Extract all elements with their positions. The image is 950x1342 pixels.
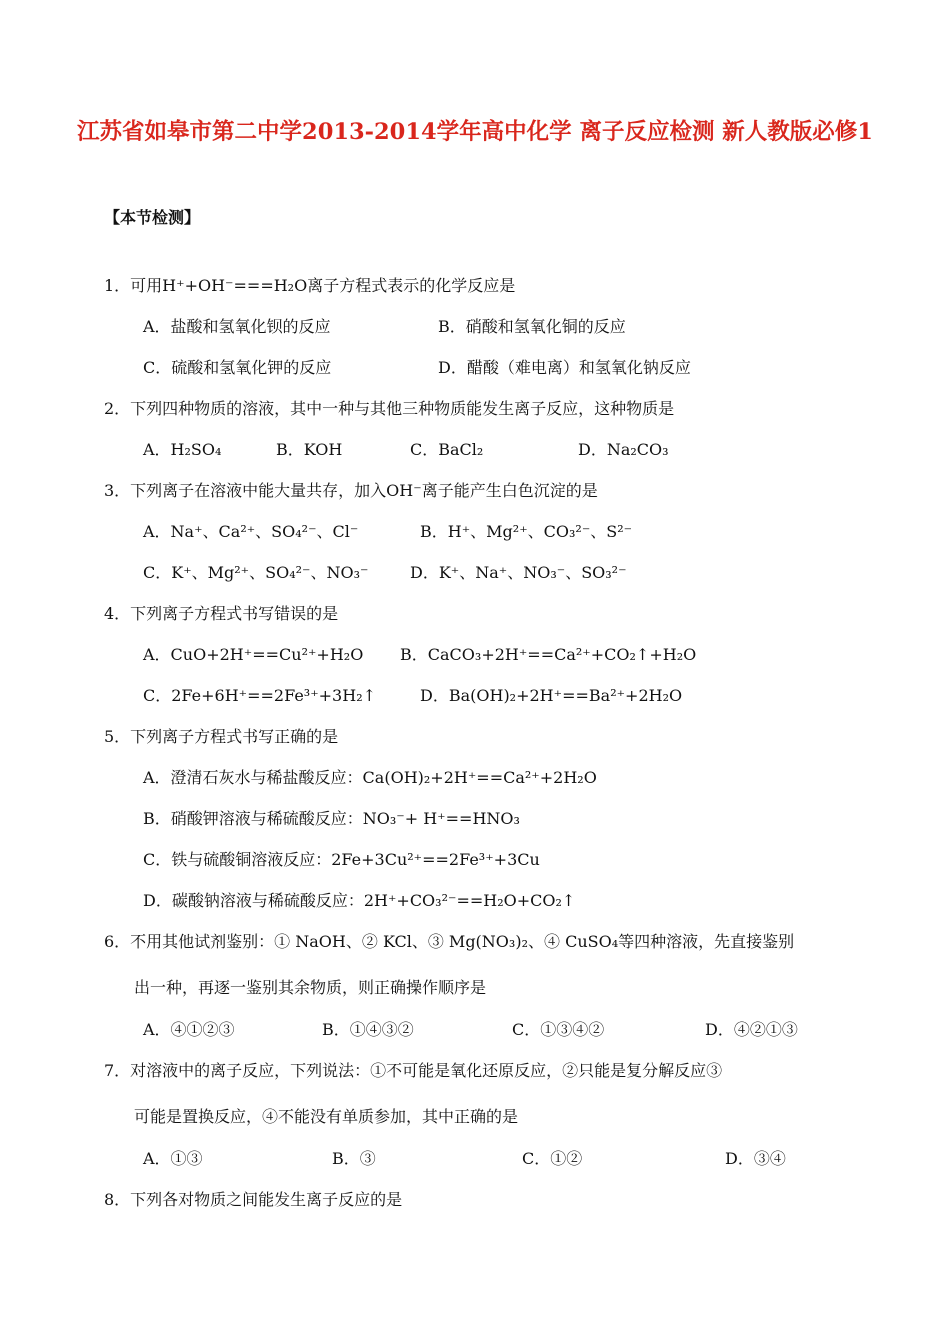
question-3-option-c: C．K⁺、Mg²⁺、SO₄²⁻、NO₃⁻ [143,563,369,582]
question-3-option-b: B．H⁺、Mg²⁺、CO₃²⁻、S²⁻ [420,522,633,541]
question-7-stem-line-1: 7．对溶液中的离子反应，下列说法：①不可能是氧化还原反应，②只能是复分解反应③ [104,1061,723,1080]
question-4-stem: 4．下列离子方程式书写错误的是 [104,604,339,623]
question-4-option-a: A．CuO+2H⁺==Cu²⁺+H₂O [143,645,364,664]
question-3-option-a: A．Na⁺、Ca²⁺、SO₄²⁻、Cl⁻ [143,522,359,541]
question-4-option-c: C．2Fe+6H⁺==2Fe³⁺+3H₂↑ [143,686,377,705]
question-1-stem: 1．可用H⁺+OH⁻===H₂O离子方程式表示的化学反应是 [104,276,516,295]
question-5-stem: 5．下列离子方程式书写正确的是 [104,727,339,746]
section-heading: 【本节检测】 [104,208,201,227]
question-2-option-b: B．KOH [276,440,343,459]
question-3-option-d: D．K⁺、Na⁺、NO₃⁻、SO₃²⁻ [410,563,627,582]
question-5-option-b: B．硝酸钾溶液与稀硫酸反应：NO₃⁻+ H⁺==HNO₃ [143,809,520,828]
question-5-option-c: C．铁与硫酸铜溶液反应：2Fe+3Cu²⁺==2Fe³⁺+3Cu [143,850,540,869]
question-7-option-c: C．①② [522,1149,583,1168]
question-2-option-a: A．H₂SO₄ [143,440,222,459]
question-7-option-a: A．①③ [143,1149,203,1168]
question-1-option-a: A．盐酸和氢氧化钡的反应 [143,317,331,336]
question-2-stem: 2．下列四种物质的溶液，其中一种与其他三种物质能发生离子反应，这种物质是 [104,399,675,418]
question-8-stem: 8．下列各对物质之间能发生离子反应的是 [104,1190,403,1209]
question-7-option-b: B．③ [332,1149,376,1168]
question-1-option-c: C．硫酸和氢氧化钾的反应 [143,358,332,377]
question-6-option-d: D．④②①③ [705,1020,798,1039]
question-6-option-a: A．④①②③ [143,1020,235,1039]
question-4-option-d: D．Ba(OH)₂+2H⁺==Ba²⁺+2H₂O [420,686,683,705]
question-2-option-d: D．Na₂CO₃ [578,440,669,459]
question-6-stem-line-1: 6．不用其他试剂鉴别：① NaOH、② KCl、③ Mg(NO₃)₂、④ CuSO₄等四种溶液，先直接鉴别 [104,932,795,951]
question-6-option-c: C．①③④② [512,1020,605,1039]
document-title: 江苏省如皋市第二中学2013-2014学年高中化学 离子反应检测 新人教版必修1 [77,119,873,145]
question-1-option-d: D．醋酸（难电离）和氢氧化钠反应 [438,358,691,377]
question-4-option-b: B．CaCO₃+2H⁺==Ca²⁺+CO₂↑+H₂O [400,645,697,664]
question-6-stem-line-2: 出一种，再逐一鉴别其余物质，则正确操作顺序是 [134,978,487,997]
question-5-option-a: A．澄清石灰水与稀盐酸反应：Ca(OH)₂+2H⁺==Ca²⁺+2H₂O [143,768,597,787]
question-7-stem-line-2: 可能是置换反应，④不能没有单质参加，其中正确的是 [134,1107,519,1126]
question-6-option-b: B．①④③② [322,1020,414,1039]
question-2-option-c: C．BaCl₂ [410,440,484,459]
question-5-option-d: D．碳酸钠溶液与稀硫酸反应：2H⁺+CO₃²⁻==H₂O+CO₂↑ [143,891,576,910]
question-7-option-d: D．③④ [725,1149,786,1168]
question-3-stem: 3．下列离子在溶液中能大量共存，加入OH⁻离子能产生白色沉淀的是 [104,481,598,500]
question-1-option-b: B．硝酸和氢氧化铜的反应 [438,317,626,336]
